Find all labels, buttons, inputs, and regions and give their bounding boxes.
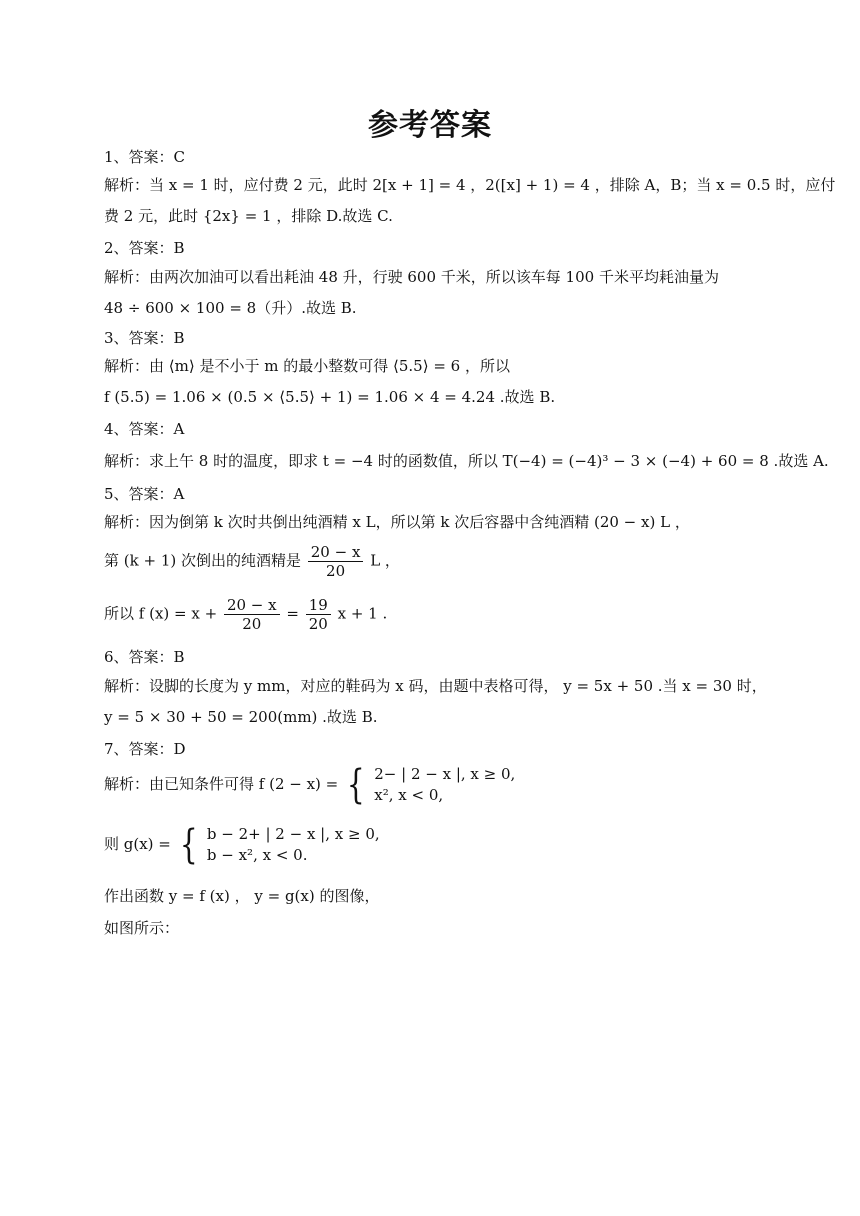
answer-3: 3、答案：B (104, 329, 185, 347)
explanation-3-line-1: 解析：由 ⟨m⟩ 是不小于 m 的最小整数可得 ⟨5.5⟩ = 6 ，所以 (104, 357, 510, 375)
explanation-2-line-1: 解析：由两次加油可以看出耗油 48 升，行驶 600 千米，所以该车每 100 千米平均耗油量为 (104, 268, 719, 286)
case-row: b − x², x < 0. (206, 846, 308, 864)
fraction-numerator: 19 (306, 596, 331, 615)
page-title: 参考答案 (368, 108, 492, 143)
fraction-numerator: 20 − x (224, 596, 280, 615)
answer-6: 6、答案：B (104, 648, 185, 666)
explanation-5-line-2 (104, 543, 400, 580)
fraction-numerator: 20 − x (308, 543, 364, 562)
fraction-denominator: 20 (242, 615, 262, 633)
answer-7: 7、答案：D (104, 740, 186, 758)
fraction-denominator: 20 (326, 562, 346, 580)
fraction (308, 543, 364, 580)
explanation-7-case-1 (104, 764, 515, 806)
case-row: 2− | 2 − x |, x ≥ 0, (374, 765, 516, 783)
explanation-7-line-4: 如图所示： (104, 919, 180, 937)
fraction-denominator: 20 (308, 615, 328, 633)
fraction (224, 596, 280, 633)
fraction (306, 596, 331, 633)
explanation-5-line-3-prefix: 所以 f (x) = x + (104, 604, 218, 623)
explanation-5-line-3 (104, 596, 387, 633)
answer-2: 2、答案：B (104, 239, 185, 257)
explanation-1-line-2: 费 2 元，此时 {2x} = 1 ，排除 D.故选 C. (104, 207, 393, 225)
explanation-6-line-2: y = 5 × 30 + 50 = 200(mm) .故选 B. (104, 708, 378, 726)
piecewise-cases (207, 824, 380, 866)
explanation-4-line-1: 解析：求上午 8 时的温度，即求 t = −4 时的函数值，所以 T(−4) = (−4)³ − 3 × (−4) + 60 = 8 .故选 A. (104, 452, 829, 470)
left-brace-icon: { (346, 762, 365, 808)
case-row: b − 2+ | 2 − x |, x ≥ 0, (206, 825, 380, 843)
case-2-prefix: 则 g(x) = (104, 835, 171, 853)
explanation-6-line-1: 解析：设脚的长度为 y mm，对应的鞋码为 x 码，由题中表格可得， y = 5x + 50 .当 x = 30 时， (104, 677, 767, 695)
explanation-2-line-2: 48 ÷ 600 × 100 = 8（升）.故选 B. (104, 299, 357, 317)
explanation-7-line-3: 作出函数 y = f (x) ， y = g(x) 的图像， (104, 887, 380, 905)
explanation-5-line-2-prefix: 第 (k + 1) 次倒出的纯酒精是 (104, 551, 301, 570)
answer-1: 1、答案：C (104, 148, 186, 166)
explanation-3-line-2: f (5.5) = 1.06 × (0.5 × ⟨5.5⟩ + 1) = 1.06 × 4 = 4.24 .故选 B. (104, 388, 556, 406)
explanation-5-line-1: 解析：因为倒第 k 次时共倒出纯酒精 x L，所以第 k 次后容器中含纯酒精 (20 − x) L ， (104, 513, 690, 531)
explanation-5-line-3-suffix: x + 1 . (337, 604, 388, 623)
explanation-7-case-2 (104, 824, 380, 866)
explanation-1-line-1: 解析：当 x = 1 时，应付费 2 元，此时 2[x + 1] = 4 ，2([x] + 1) = 4 ，排除 A，B；当 x = 0.5 时，应付 (104, 176, 836, 194)
case-row: x², x < 0, (374, 786, 444, 804)
answer-4: 4、答案：A (104, 420, 185, 438)
case-1-prefix: 解析：由已知条件可得 f (2 − x) = (104, 775, 339, 793)
answer-5: 5、答案：A (104, 485, 185, 503)
equals-sign: = (286, 604, 299, 623)
piecewise-cases (374, 764, 515, 806)
explanation-5-line-2-suffix: L ， (370, 551, 400, 570)
left-brace-icon: { (179, 822, 198, 868)
